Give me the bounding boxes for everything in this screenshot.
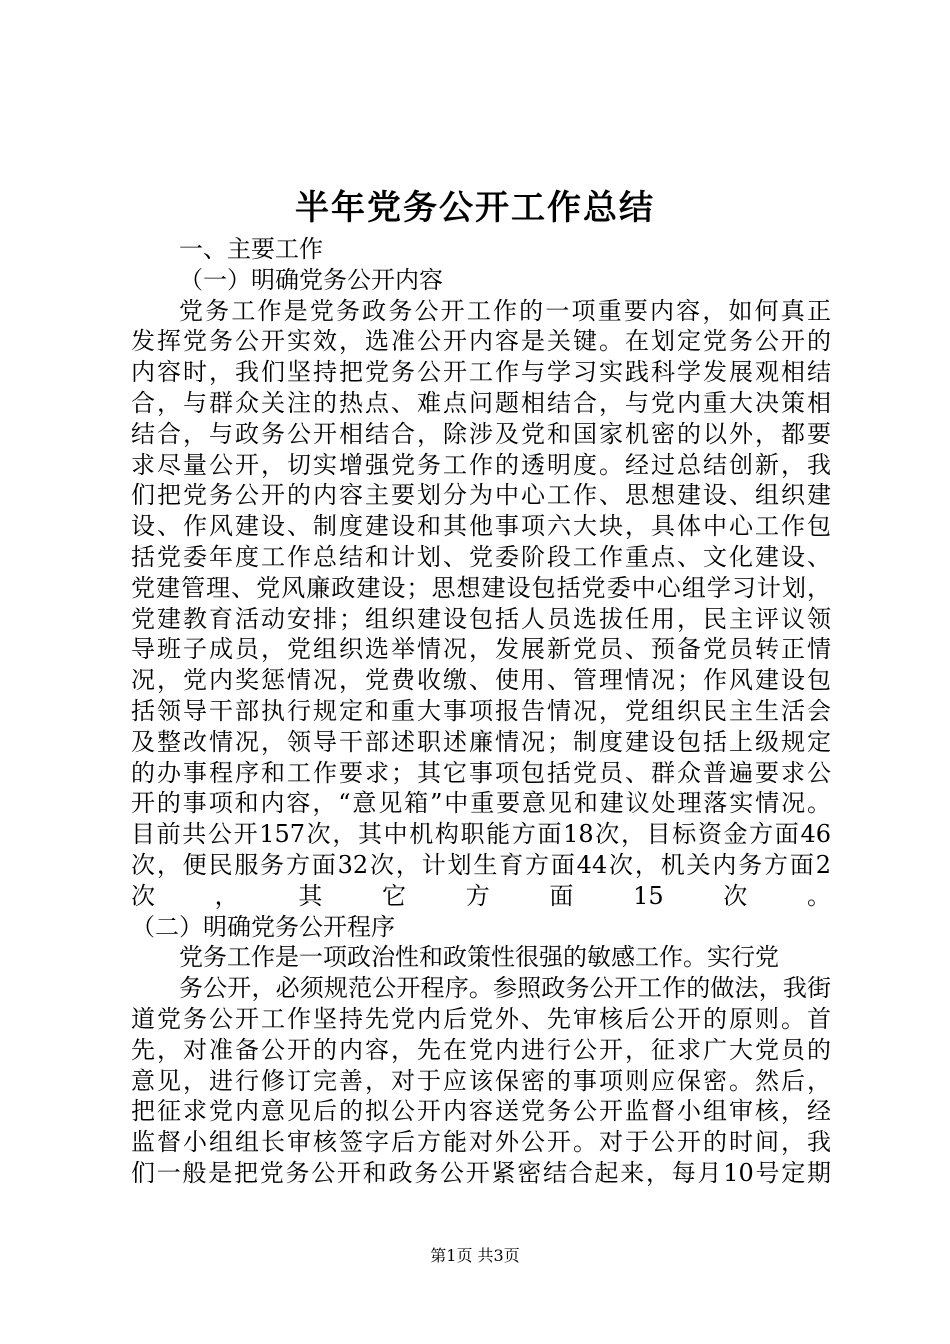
paragraph-line: 括领导干部执行规定和重大事项报告情况，党组织民主生活会 — [131, 696, 831, 725]
paragraph-line: 意见，进行修订完善，对于应该保密的事项则应保密。然后， — [131, 1066, 831, 1095]
paragraph-line: 的办事程序和工作要求；其它事项包括党员、群众普遍要求公 — [131, 758, 831, 787]
paragraph-line: 发挥党务公开实效，选准公开内容是关键。在划定党务公开的 — [131, 327, 831, 356]
paragraph-line: 合，与群众关注的热点、难点问题相结合，与党内重大决策相 — [131, 388, 831, 417]
paragraph-line: 况，党内奖惩情况，党费收缴、使用、管理情况；作风建设包 — [131, 666, 831, 695]
section-heading: 一、主要工作 — [179, 235, 323, 263]
paragraph-line: 把征求党内意见后的拟公开内容送党务公开监督小组审核，经 — [131, 1097, 831, 1126]
paragraph-line: 开的事项和内容，“意见箱”中重要意见和建议处理落实情况。 — [131, 789, 831, 818]
paragraph-line: 们把党务公开的内容主要划分为中心工作、思想建设、组织建 — [131, 481, 831, 510]
subsection-heading: （一）明确党务公开内容 — [179, 265, 443, 294]
paragraph-line: 及整改情况，领导干部述职述廉情况；制度建设包括上级规定 — [131, 727, 831, 756]
paragraph-line: 次，便民服务方面32次，计划生育方面44次，机关内务方面2 — [131, 850, 831, 879]
paragraph-line: 们一般是把党务公开和政务公开紧密结合起来，每月10号定期 — [131, 1158, 831, 1187]
paragraph-line: 监督小组组长审核签字后方能对外公开。对于公开的时间，我 — [131, 1128, 831, 1157]
paragraph-line: 党建管理、党风廉政建设；思想建设包括党委中心组学习计划， — [131, 573, 831, 602]
paragraph-line: 次，其它方面15次。 — [131, 881, 831, 910]
paragraph-line: 设、作风建设、制度建设和其他事项六大块，具体中心工作包 — [131, 512, 831, 541]
page-title: 半年党务公开工作总结 — [295, 188, 655, 228]
paragraph-line: 先，对准备公开的内容，先在党内进行公开，征求广大党员的 — [131, 1035, 831, 1064]
paragraph-line: 结合，与政务公开相结合，除涉及党和国家机密的以外，都要 — [131, 419, 831, 448]
paragraph-line: 求尽量公开，切实增强党务工作的透明度。经过总结创新，我 — [131, 450, 831, 479]
document-body — [131, 234, 831, 1220]
paragraph-line: 导班子成员，党组织选举情况，发展新党员、预备党员转正情 — [131, 635, 831, 664]
paragraph-line: 内容时，我们坚持把党务公开工作与学习实践科学发展观相结 — [131, 358, 831, 387]
paragraph-line: 务公开，必须规范公开程序。参照政务公开工作的做法，我街 — [179, 974, 831, 1003]
paragraph-line — [131, 1189, 831, 1220]
subsection-heading: 党务工作是一项政治性和政策性很强的敏感工作。实行党 — [179, 943, 779, 972]
page-footer: 第1页 共3页 — [430, 1246, 520, 1265]
paragraph-line: 道党务公开工作坚持先党内后党外、先审核后公开的原则。首 — [131, 1004, 831, 1033]
paragraph-line: 党务工作是党务政务公开工作的一项重要内容，如何真正 — [179, 296, 831, 325]
paragraph-line: （二）明确党务公开程序 — [131, 912, 395, 941]
paragraph-line: 括党委年度工作总结和计划、党委阶段工作重点、文化建设、 — [131, 542, 831, 571]
paragraph-line: 党建教育活动安排；组织建设包括人员选拔任用，民主评议领 — [131, 604, 831, 633]
paragraph-line: 目前共公开157次，其中机构职能方面18次，目标资金方面46 — [131, 820, 831, 849]
